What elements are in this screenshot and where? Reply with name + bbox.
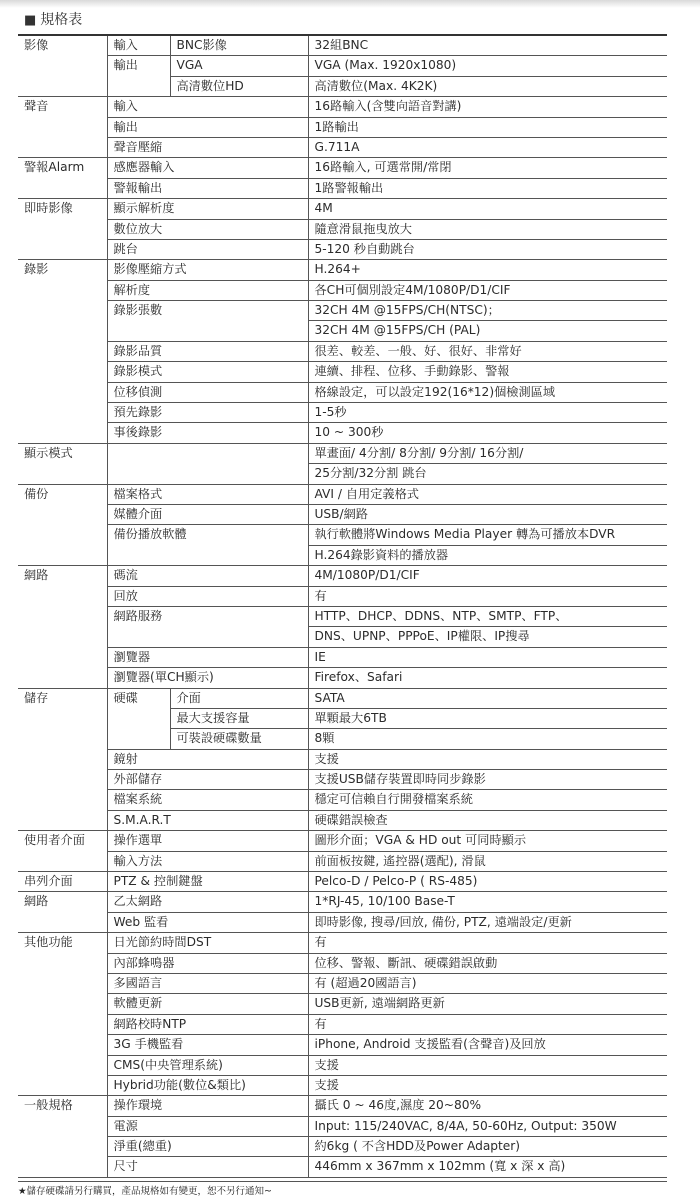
item-cell: 輸入 [107, 97, 308, 117]
value-cell: Input: 115/240VAC, 8/4A, 50-60Hz, Output: 350W [308, 1116, 667, 1136]
sub-item-cell: BNC影像 [170, 35, 308, 56]
category-cell: 錄影 [18, 260, 107, 280]
value-cell: 5-120 秒自動跳台 [308, 239, 667, 259]
table-row [18, 566, 667, 586]
table-row [18, 994, 667, 1014]
category-cell: 其他功能 [18, 933, 107, 953]
item-cell [107, 545, 308, 565]
category-cell [18, 1137, 107, 1157]
value-cell: 即時影像, 搜尋/回放, 備份, PTZ, 遠端設定/更新 [308, 912, 667, 932]
value-cell: Firefox、Safari [308, 668, 667, 688]
table-row [18, 382, 667, 402]
table-row [18, 810, 667, 830]
value-cell: VGA (Max. 1920x1080) [308, 56, 667, 76]
item-cell: 硬碟 [107, 688, 170, 708]
value-cell: HTTP、DHCP、DDNS、NTP、SMTP、FTP、 [308, 606, 667, 626]
item-cell: 媒體介面 [107, 504, 308, 524]
category-cell [18, 504, 107, 524]
table-row [18, 892, 667, 912]
item-cell: 數位放大 [107, 219, 308, 239]
category-cell [18, 137, 107, 157]
table-row [18, 341, 667, 361]
table-row [18, 912, 667, 932]
item-cell: 電源 [107, 1116, 308, 1136]
item-cell: 錄影模式 [107, 362, 308, 382]
category-cell [18, 1075, 107, 1095]
item-cell: 顯示解析度 [107, 199, 308, 219]
category-cell [18, 627, 107, 647]
footnote: ★儲存硬碟請另行購買，產品規格如有變更，恕不另行通知~ [18, 1186, 272, 1197]
table-row [18, 586, 667, 606]
category-cell: 即時影像 [18, 199, 107, 219]
value-cell: 32CH 4M @15FPS/CH(NTSC)； [308, 301, 667, 321]
value-cell: 各CH可個別設定4M/1080P/D1/CIF [308, 280, 667, 300]
category-cell: 網路 [18, 892, 107, 912]
category-cell: 影像 [18, 35, 107, 56]
value-cell: AVI / 自用定義格式 [308, 484, 667, 504]
category-cell [18, 729, 107, 749]
item-cell: Hybrid功能(數位&類比) [107, 1075, 308, 1095]
page-title [24, 9, 82, 31]
table-row [18, 831, 667, 851]
category-cell: 網路 [18, 566, 107, 586]
item-cell: 內部蜂鳴器 [107, 953, 308, 973]
item-cell: 輸出 [107, 56, 170, 76]
item-cell: 日光節約時間DST [107, 933, 308, 953]
table-row [18, 790, 667, 810]
value-cell: USB/網路 [308, 504, 667, 524]
category-cell [18, 1055, 107, 1075]
value-cell: H.264+ [308, 260, 667, 280]
category-cell [18, 464, 107, 484]
category-cell [18, 606, 107, 626]
item-cell [107, 321, 308, 341]
category-cell [18, 117, 107, 137]
top-strip [0, 0, 700, 8]
table-row [18, 749, 667, 769]
category-cell [18, 341, 107, 361]
item-cell: 輸出 [107, 117, 308, 137]
item-cell [107, 708, 170, 728]
item-cell: 多國語言 [107, 973, 308, 993]
item-cell: S.M.A.R.T [107, 810, 308, 830]
value-cell: iPhone, Android 支援監看(含聲音)及回放 [308, 1035, 667, 1055]
table-bottom-rule [18, 1181, 667, 1182]
item-cell: 軟體更新 [107, 994, 308, 1014]
category-cell [18, 1116, 107, 1136]
category-cell [18, 770, 107, 790]
item-cell: 事後錄影 [107, 423, 308, 443]
table-row [18, 97, 667, 117]
item-cell [107, 729, 170, 749]
value-cell: 支援USB儲存裝置即時同步錄影 [308, 770, 667, 790]
category-cell [18, 1157, 107, 1177]
category-cell: 串列介面 [18, 872, 107, 892]
table-row [18, 504, 667, 524]
value-cell: 隨意滑鼠拖曳放大 [308, 219, 667, 239]
item-cell: 解析度 [107, 280, 308, 300]
table-row [18, 199, 667, 219]
table-row [18, 1096, 667, 1116]
table-row [18, 443, 667, 463]
category-cell [18, 973, 107, 993]
item-cell [107, 627, 308, 647]
table-row [18, 1035, 667, 1055]
category-cell: 顯示模式 [18, 443, 107, 463]
category-cell [18, 708, 107, 728]
category-cell [18, 790, 107, 810]
value-cell: 支援 [308, 1055, 667, 1075]
item-cell: 輸入方法 [107, 851, 308, 871]
category-cell [18, 219, 107, 239]
category-cell: 備份 [18, 484, 107, 504]
category-cell [18, 301, 107, 321]
table-row [18, 56, 667, 76]
item-cell: 外部儲存 [107, 770, 308, 790]
item-cell: 位移偵測 [107, 382, 308, 402]
item-cell: 錄影張數 [107, 301, 308, 321]
table-row [18, 933, 667, 953]
sub-item-cell: 介面 [170, 688, 308, 708]
table-row [18, 1157, 667, 1177]
category-cell [18, 668, 107, 688]
category-cell [18, 321, 107, 341]
item-cell: 影像壓縮方式 [107, 260, 308, 280]
value-cell: 446mm x 367mm x 102mm (寬 x 深 x 高) [308, 1157, 667, 1177]
spec-table [18, 34, 667, 1178]
table-row [18, 239, 667, 259]
item-cell: 聲音壓縮 [107, 137, 308, 157]
table-row [18, 708, 667, 728]
item-cell: 錄影品質 [107, 341, 308, 361]
value-cell: 1路警報輸出 [308, 178, 667, 198]
value-cell: G.711A [308, 137, 667, 157]
table-row [18, 484, 667, 504]
category-cell: 警報Alarm [18, 158, 107, 178]
table-row [18, 606, 667, 626]
item-cell: 瀏覽器(單CH顯示) [107, 668, 308, 688]
square-bullet-icon: ■ [24, 13, 37, 28]
value-cell: 支援 [308, 1075, 667, 1095]
table-row [18, 464, 667, 484]
category-cell [18, 953, 107, 973]
table-row [18, 117, 667, 137]
category-cell: 使用者介面 [18, 831, 107, 851]
item-cell: 回放 [107, 586, 308, 606]
category-cell: 聲音 [18, 97, 107, 117]
table-row [18, 219, 667, 239]
category-cell [18, 56, 107, 76]
value-cell: 1*RJ-45, 10/100 Base-T [308, 892, 667, 912]
value-cell: 有 [308, 1014, 667, 1034]
table-row [18, 953, 667, 973]
category-cell [18, 403, 107, 423]
category-cell: 一般規格 [18, 1096, 107, 1116]
table-row [18, 688, 667, 708]
value-cell: 4M [308, 199, 667, 219]
table-row [18, 729, 667, 749]
item-cell: 輸入 [107, 35, 170, 56]
value-cell: 穩定可信賴自行開發檔案系統 [308, 790, 667, 810]
item-cell: 網路服務 [107, 606, 308, 626]
table-row [18, 1055, 667, 1075]
item-cell: 鏡射 [107, 749, 308, 769]
sub-item-cell: VGA [170, 56, 308, 76]
item-cell: 檔案格式 [107, 484, 308, 504]
value-cell: SATA [308, 688, 667, 708]
sub-item-cell: 可裝設硬碟數量 [170, 729, 308, 749]
value-cell: 1-5秒 [308, 403, 667, 423]
table-row [18, 525, 667, 545]
item-cell: 乙太網路 [107, 892, 308, 912]
table-row [18, 423, 667, 443]
value-cell: 格線設定，可以設定192(16*12)個檢測區域 [308, 382, 667, 402]
category-cell [18, 280, 107, 300]
table-row [18, 1014, 667, 1034]
value-cell: 有 [308, 586, 667, 606]
item-cell: CMS(中央管理系統) [107, 1055, 308, 1075]
value-cell: 32CH 4M @15FPS/CH (PAL) [308, 321, 667, 341]
value-cell: H.264錄影資料的播放器 [308, 545, 667, 565]
item-cell: 瀏覽器 [107, 647, 308, 667]
value-cell: 前面板按鍵, 遙控器(選配), 滑鼠 [308, 851, 667, 871]
item-cell: 警報輸出 [107, 178, 308, 198]
table-row [18, 35, 667, 56]
table-row [18, 158, 667, 178]
table-row [18, 280, 667, 300]
value-cell: 約6kg ( 不含HDD及Power Adapter) [308, 1137, 667, 1157]
title-text: 規格表 [40, 12, 83, 28]
category-cell [18, 994, 107, 1014]
category-cell [18, 545, 107, 565]
item-cell: PTZ & 控制鍵盤 [107, 872, 308, 892]
value-cell: 25分割/32分割 跳台 [308, 464, 667, 484]
category-cell [18, 1035, 107, 1055]
sub-item-cell: 最大支援容量 [170, 708, 308, 728]
table-row [18, 403, 667, 423]
sub-item-cell: 高清數位HD [170, 76, 308, 96]
value-cell: 有 (超過20國語言) [308, 973, 667, 993]
category-cell [18, 851, 107, 871]
table-row [18, 137, 667, 157]
category-cell [18, 810, 107, 830]
category-cell [18, 586, 107, 606]
item-cell [107, 76, 170, 96]
item-cell: 網路校時NTP [107, 1014, 308, 1034]
category-cell [18, 525, 107, 545]
item-cell: 檔案系統 [107, 790, 308, 810]
item-cell: 備份播放軟體 [107, 525, 308, 545]
item-cell: 預先錄影 [107, 403, 308, 423]
value-cell: 執行軟體將Windows Media Player 轉為可播放本DVR [308, 525, 667, 545]
value-cell: 32組BNC [308, 35, 667, 56]
value-cell: 高清數位(Max. 4K2K) [308, 76, 667, 96]
item-cell: 操作選單 [107, 831, 308, 851]
value-cell: 連續、排程、位移、手動錄影、警報 [308, 362, 667, 382]
category-cell [18, 912, 107, 932]
table-row [18, 260, 667, 280]
value-cell: 硬碟錯誤檢查 [308, 810, 667, 830]
table-row [18, 627, 667, 647]
table-row [18, 973, 667, 993]
table-row [18, 178, 667, 198]
table-row [18, 851, 667, 871]
value-cell: 攝氏 0 ~ 46度,濕度 20~80% [308, 1096, 667, 1116]
table-row [18, 301, 667, 321]
category-cell [18, 178, 107, 198]
category-cell [18, 749, 107, 769]
value-cell: 單顆最大6TB [308, 708, 667, 728]
value-cell: DNS、UPNP、PPPoE、IP權限、IP搜尋 [308, 627, 667, 647]
table-row [18, 1075, 667, 1095]
value-cell: Pelco-D / Pelco-P ( RS-485) [308, 872, 667, 892]
value-cell: 16路輸入(含雙向語音對講) [308, 97, 667, 117]
item-cell: 碼流 [107, 566, 308, 586]
category-cell [18, 647, 107, 667]
value-cell: 有 [308, 933, 667, 953]
value-cell: 支援 [308, 749, 667, 769]
table-row [18, 1116, 667, 1136]
item-cell: Web 監看 [107, 912, 308, 932]
table-row [18, 1137, 667, 1157]
category-cell [18, 423, 107, 443]
value-cell: 16路輸入, 可選常開/常閉 [308, 158, 667, 178]
table-row [18, 321, 667, 341]
category-cell [18, 1014, 107, 1034]
item-cell: 尺寸 [107, 1157, 308, 1177]
item-cell: 跳台 [107, 239, 308, 259]
category-cell [18, 76, 107, 96]
value-cell: 單畫面/ 4分割/ 8分割/ 9分割/ 16分割/ [308, 443, 667, 463]
value-cell: IE [308, 647, 667, 667]
item-cell: 操作環境 [107, 1096, 308, 1116]
table-row [18, 545, 667, 565]
item-cell: 感應器輸入 [107, 158, 308, 178]
item-cell: 淨重(總重) [107, 1137, 308, 1157]
category-cell [18, 362, 107, 382]
value-cell: 位移、警報、斷訊、硬碟錯誤啟動 [308, 953, 667, 973]
item-cell: 3G 手機監看 [107, 1035, 308, 1055]
table-row [18, 668, 667, 688]
item-cell [107, 464, 308, 484]
value-cell: USB更新, 遠端網路更新 [308, 994, 667, 1014]
value-cell: 圖形介面；VGA & HD out 可同時顯示 [308, 831, 667, 851]
spec-table-body [18, 35, 667, 1177]
category-cell [18, 382, 107, 402]
value-cell: 1路輸出 [308, 117, 667, 137]
table-row [18, 76, 667, 96]
value-cell: 8顆 [308, 729, 667, 749]
item-cell [107, 443, 308, 463]
value-cell: 很差、較差、一般、好、很好、非常好 [308, 341, 667, 361]
table-row [18, 770, 667, 790]
category-cell: 儲存 [18, 688, 107, 708]
value-cell: 4M/1080P/D1/CIF [308, 566, 667, 586]
table-row [18, 647, 667, 667]
category-cell [18, 239, 107, 259]
table-row [18, 362, 667, 382]
value-cell: 10 ~ 300秒 [308, 423, 667, 443]
table-row [18, 872, 667, 892]
